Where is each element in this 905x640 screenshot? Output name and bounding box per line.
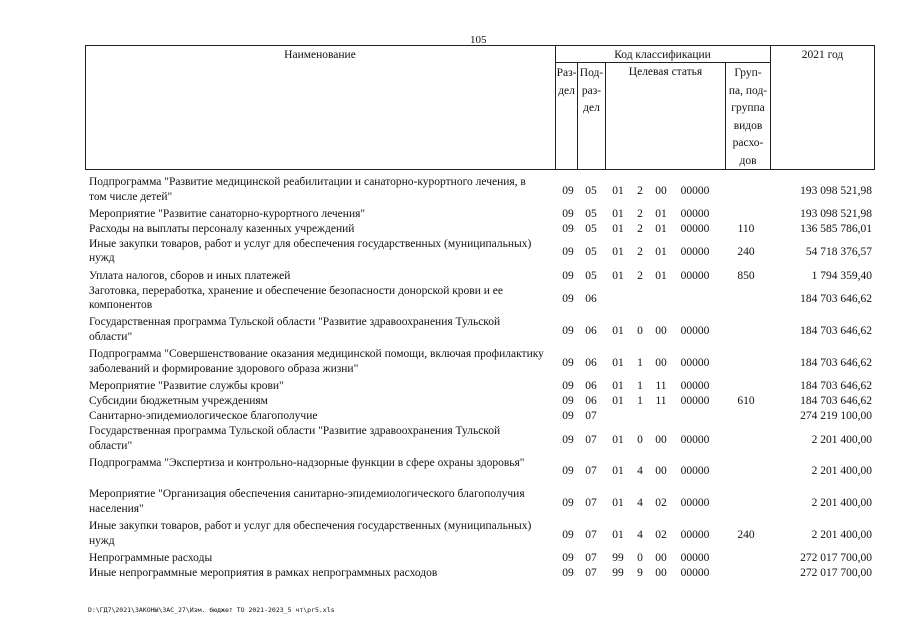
row-target-program: 01 [612,223,624,236]
row-amount: 193 098 521,98 [800,184,872,197]
row-target-event: 00 [655,567,667,580]
row-section: 09 [562,528,574,541]
row-target-subprogram: 2 [637,269,643,282]
divider-code [555,62,770,63]
row-target-subprogram: 4 [637,465,643,478]
row-target-program: 01 [612,246,624,259]
row-expense-group: 240 [737,528,755,541]
row-section: 09 [562,246,574,259]
row-target-subprogram: 1 [637,395,643,408]
row-target-subprogram: 4 [637,496,643,509]
header-target: Целевая статья [628,66,703,78]
row-section: 09 [562,395,574,408]
row-target-program: 01 [612,269,624,282]
row-amount: 184 703 646,62 [800,293,872,306]
row-subsection: 07 [585,552,597,565]
table-row [85,519,875,551]
row-amount: 54 718 376,57 [805,246,872,259]
header-code: Код классификации [614,49,711,61]
divider-name [555,45,556,170]
table-row [85,456,875,488]
row-target-program: 01 [612,356,624,369]
table-row [85,284,875,316]
row-amount: 2 201 400,00 [811,496,872,509]
table-row [85,222,875,237]
row-amount: 184 703 646,62 [800,324,872,337]
row-subsection: 05 [585,246,597,259]
row-subsection: 05 [585,207,597,220]
row-amount: 274 219 100,00 [800,410,872,423]
row-name: Мероприятие "Развитие санаторно-курортного лечения" [89,207,366,220]
row-target-event: 01 [655,223,667,236]
row-target-program: 01 [612,465,624,478]
row-target-subprogram: 1 [637,380,643,393]
row-target-event: 00 [655,324,667,337]
row-section: 09 [562,269,574,282]
row-target-direction: 00000 [680,223,710,236]
row-amount: 184 703 646,62 [800,380,872,393]
row-name: Иные непрограммные мероприятия в рамках непрограммных расходов [89,566,438,579]
row-name: Государственная программа Тульской области "Развитие здравоохранения Тульской области" [89,316,501,343]
divider-pr [605,62,606,170]
row-amount: 193 098 521,98 [800,207,872,220]
header-group-line: группа [731,102,765,114]
row-target-subprogram: 9 [637,567,643,580]
row-section: 09 [562,324,574,337]
row-target-direction: 00000 [680,465,710,478]
row-section: 09 [562,207,574,220]
row-section: 09 [562,433,574,446]
row-expense-group: 850 [737,269,755,282]
row-name: Иные закупки товаров, работ и услуг для обеспечения государственных (муниципальных) нужд [89,237,532,265]
row-target-subprogram: 0 [637,433,643,446]
row-subsection: 07 [585,433,597,446]
header-section-line: дел [558,84,575,97]
row-target-program: 01 [612,324,624,337]
table-row [85,315,875,347]
row-target-event: 11 [655,395,667,408]
table-row [85,207,875,222]
row-target-program: 01 [612,496,624,509]
header-group [726,65,770,170]
table-row [85,347,875,379]
table-row [85,409,875,424]
row-target-program: 01 [612,207,624,220]
row-target-direction: 00000 [680,246,710,259]
row-amount: 1 794 359,40 [811,269,872,282]
row-target-event: 11 [655,380,667,393]
row-target-direction: 00000 [680,356,710,369]
row-target-direction: 00000 [680,433,710,446]
row-target-direction: 00000 [680,269,710,282]
row-target-direction: 00000 [680,380,710,393]
row-target-event: 01 [655,246,667,259]
row-name: Субсидии бюджетным учреждениям [89,394,268,407]
row-target-program: 99 [612,567,624,580]
row-name: Мероприятие "Развитие службы крови" [89,379,284,392]
row-amount: 272 017 700,00 [800,567,872,580]
table-row [85,424,875,456]
header-subsection-line: Под- [579,67,604,79]
row-expense-group: 240 [737,246,755,259]
row-target-subprogram: 2 [637,207,643,220]
row-name: Мероприятие "Организация обеспечения санитарно-эпидемиологического благополучия населения" [89,488,525,515]
row-name: Расходы на выплаты персоналу казенных учреждений [89,222,355,235]
row-target-program: 01 [612,395,624,408]
table-row [85,237,875,269]
table-row [85,551,875,566]
row-subsection: 05 [585,223,597,236]
row-subsection: 07 [585,465,597,478]
row-subsection: 05 [585,269,597,282]
row-subsection: 07 [585,567,597,580]
row-target-direction: 00000 [680,184,710,197]
row-name: Непрограммные расходы [89,551,213,564]
header-subsection-line: раз- [581,84,602,97]
row-target-event: 01 [655,269,667,282]
row-section: 09 [562,567,574,580]
row-target-subprogram: 4 [637,528,643,541]
row-subsection: 05 [585,184,597,197]
row-name: Государственная программа Тульской области "Развитие здравоохранения Тульской области" [89,425,501,452]
header-group-line: Груп- [734,67,762,79]
row-target-direction: 00000 [680,496,710,509]
header-section [556,65,577,100]
row-subsection: 06 [585,293,597,306]
page-number: 105 [470,34,487,46]
row-target-direction: 00000 [680,324,710,337]
row-amount: 184 703 646,62 [800,356,872,369]
row-name: Подпрограмма "Экспертиза и контрольно-надзорные функции в сфере охраны здоровья" [89,456,525,469]
row-target-event: 02 [655,528,667,541]
row-subsection: 06 [585,380,597,393]
row-section: 09 [562,380,574,393]
row-target-direction: 00000 [680,395,710,408]
row-name: Подпрограмма "Развитие медицинской реабилитации и санаторно-курортного лечения, в том числе детей" [89,176,526,203]
row-name: Уплата налогов, сборов и иных платежей [89,269,291,282]
row-expense-group: 110 [737,223,755,236]
row-target-program: 01 [612,380,624,393]
row-subsection: 06 [585,395,597,408]
table-header [85,45,875,170]
header-group-line: дов [739,154,757,167]
divider-year [770,45,771,170]
row-target-event: 00 [655,552,667,565]
row-target-subprogram: 2 [637,246,643,259]
row-target-direction: 00000 [680,207,710,220]
row-target-event: 01 [655,207,667,220]
row-target-subprogram: 2 [637,184,643,197]
row-amount: 2 201 400,00 [811,433,872,446]
row-target-direction: 00000 [680,552,710,565]
row-section: 09 [562,465,574,478]
row-section: 09 [562,184,574,197]
row-subsection: 06 [585,324,597,337]
row-target-event: 00 [655,433,667,446]
row-target-program: 01 [612,528,624,541]
row-name: Санитарно-эпидемиологическое благополучие [89,409,318,422]
row-target-event: 02 [655,496,667,509]
row-target-direction: 00000 [680,528,710,541]
row-amount: 2 201 400,00 [811,528,872,541]
header-group-line: па, под- [728,84,768,97]
header-year: 2021 год [801,49,844,61]
row-name: Подпрограмма "Совершенствование оказания медицинской помощи, включая профилактику заболеваний и формирование здорового образа жизни" [89,348,544,375]
row-amount: 272 017 700,00 [800,552,872,565]
header-section-line: Раз- [556,67,577,79]
row-subsection: 07 [585,410,597,423]
row-target-program: 01 [612,184,624,197]
row-section: 09 [562,496,574,509]
row-target-event: 00 [655,356,667,369]
row-expense-group: 610 [737,395,755,408]
row-section: 09 [562,223,574,236]
row-section: 09 [562,293,574,306]
table-row [85,566,875,581]
footer-file-path: D:\ГД7\2021\ЗАКОНЫ\ЗАС_27\Изм. бюджет ТО 2021-2023_5 чт\pr5.xls [88,606,335,614]
header-subsection-line: дел [583,102,600,114]
row-target-subprogram: 2 [637,223,643,236]
row-target-subprogram: 1 [637,356,643,369]
header-group-line: расхо- [732,137,764,149]
row-subsection: 07 [585,496,597,509]
table-row [85,175,875,207]
row-subsection: 07 [585,528,597,541]
row-target-program: 01 [612,433,624,446]
row-target-event: 00 [655,184,667,197]
row-target-program: 99 [612,552,624,565]
row-amount: 184 703 646,62 [800,395,872,408]
row-amount: 2 201 400,00 [811,465,872,478]
row-target-direction: 00000 [680,567,710,580]
row-name: Иные закупки товаров, работ и услуг для обеспечения государственных (муниципальных) нужд [89,520,532,547]
row-name: Заготовка, переработка, хранение и обеспечение безопасности донорской крови и ее компонентов [89,284,504,312]
row-amount: 136 585 786,01 [800,223,872,236]
header-subsection [578,65,605,118]
row-section: 09 [562,410,574,423]
table-body [85,175,875,581]
row-section: 09 [562,552,574,565]
row-section: 09 [562,356,574,369]
header-name: Наименование [284,49,356,61]
row-target-subprogram: 0 [637,552,643,565]
table-row [85,487,875,519]
table-row [85,269,875,284]
row-target-subprogram: 0 [637,324,643,337]
row-subsection: 06 [585,356,597,369]
table-row [85,394,875,409]
header-group-line: видов [733,119,763,132]
table-row [85,379,875,394]
row-target-event: 00 [655,465,667,478]
